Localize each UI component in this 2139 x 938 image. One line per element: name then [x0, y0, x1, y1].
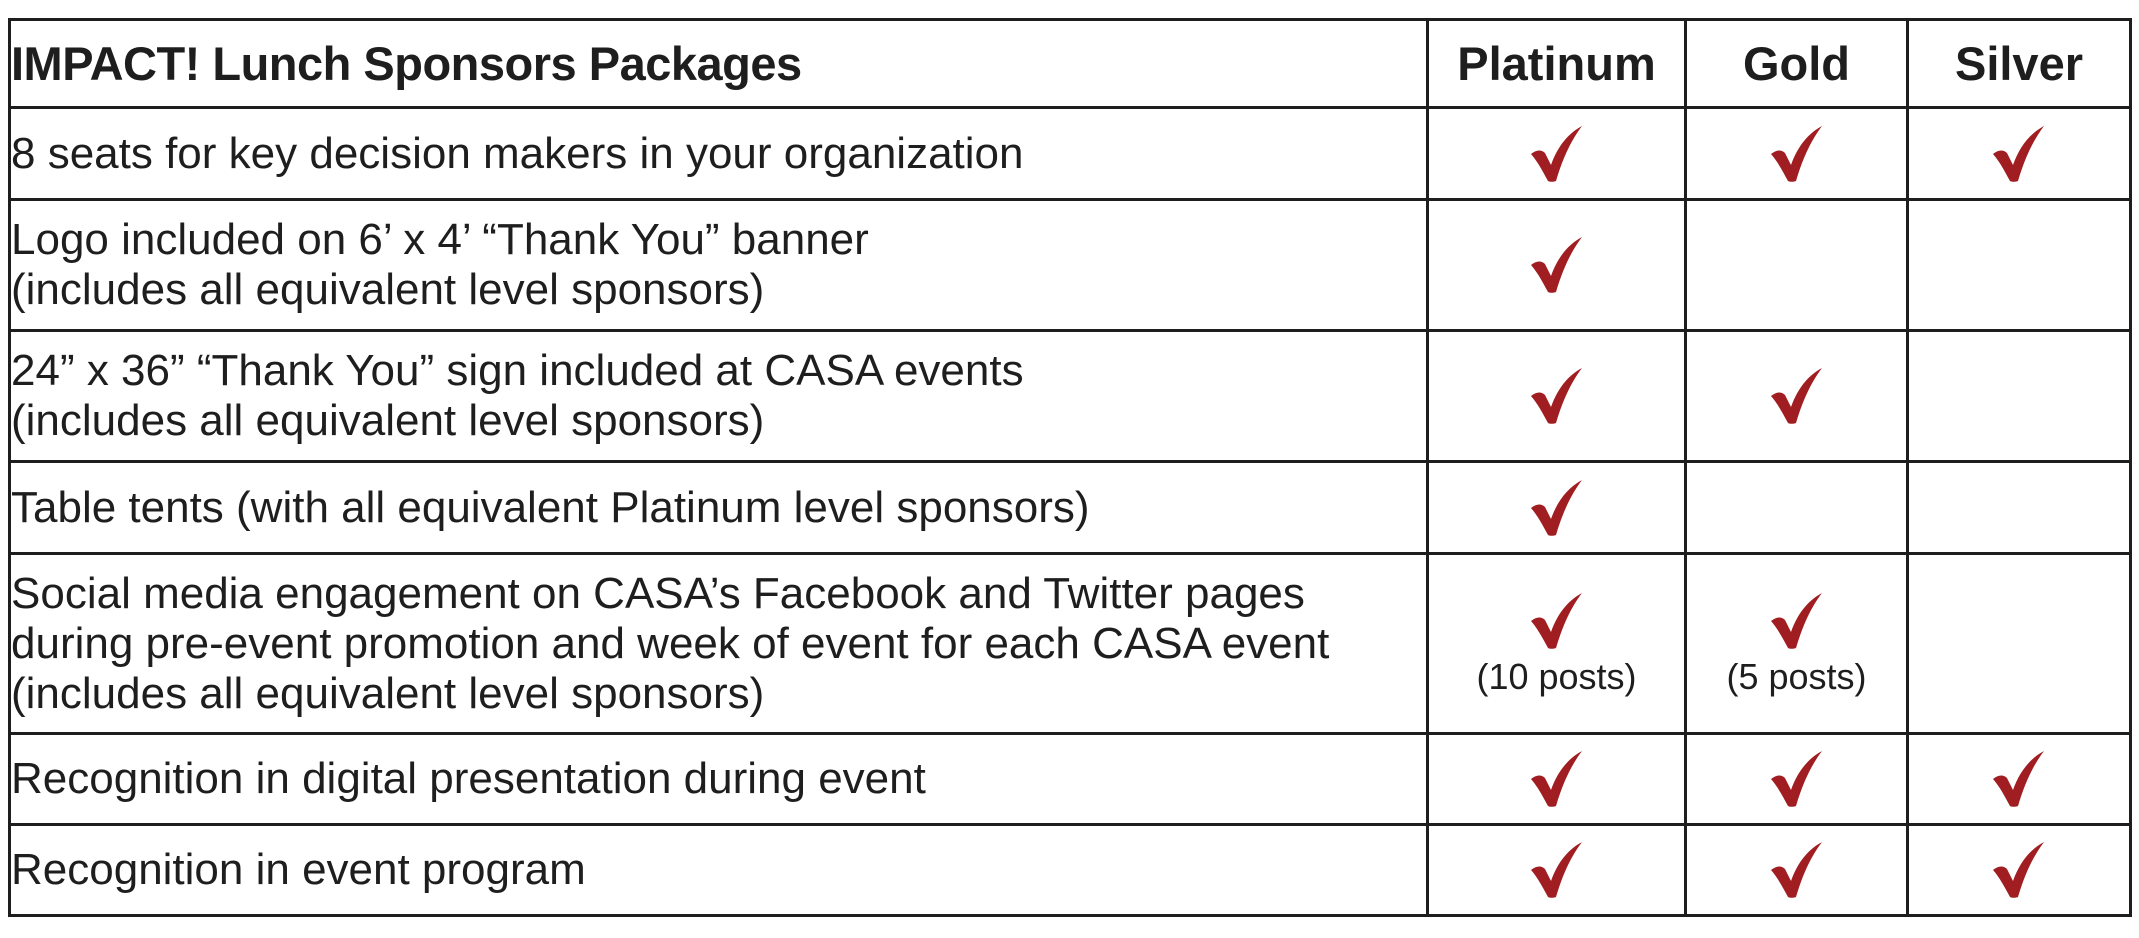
checkmark-icon [1429, 591, 1684, 651]
post-count-note: (10 posts) [1476, 655, 1637, 697]
gold-cell [1686, 462, 1908, 554]
checkmark-icon [1429, 366, 1684, 426]
table-row [10, 734, 2131, 825]
table-title: IMPACT! Lunch Sponsors Packages [10, 20, 1428, 108]
platinum-cell [1428, 734, 1686, 825]
platinum-cell [1428, 462, 1686, 554]
benefit-cell [10, 554, 1428, 734]
gold-cell [1686, 331, 1908, 462]
benefit-text: 8 seats for key decision makers in your organization [11, 128, 1024, 178]
checkmark-icon [1909, 840, 2129, 900]
gold-cell [1686, 734, 1908, 825]
checkmark-icon [1687, 591, 1906, 651]
benefit-cell [10, 462, 1428, 554]
checkmark-icon [1909, 124, 2129, 184]
gold-cell [1686, 554, 1908, 734]
checkmark-icon [1687, 366, 1906, 426]
benefit-text: Table tents (with all equivalent Platinum level sponsors) [11, 482, 1090, 532]
silver-cell [1908, 734, 2131, 825]
checkmark-icon [1429, 478, 1684, 538]
benefit-text: Social media engagement on CASA’s Facebook and Twitter pages [11, 568, 1305, 618]
table-row [10, 825, 2131, 916]
platinum-cell [1428, 554, 1686, 734]
level-header-platinum: Platinum [1428, 20, 1686, 108]
benefit-text: Recognition in digital presentation during event [11, 754, 926, 803]
table-row [10, 331, 2131, 462]
silver-cell [1908, 554, 2131, 734]
level-header-gold: Gold [1686, 20, 1908, 108]
benefit-cell [10, 825, 1428, 916]
checkmark-icon [1687, 124, 1906, 184]
platinum-cell [1428, 825, 1686, 916]
benefit-text: during pre-event promotion and week of event for each CASA event [11, 618, 1330, 668]
checkmark-icon [1687, 840, 1906, 900]
gold-cell [1686, 200, 1908, 331]
benefit-cell [10, 734, 1428, 825]
post-count-note: (5 posts) [1726, 655, 1867, 697]
checkmark-icon [1429, 840, 1684, 900]
benefit-text: (includes all equivalent level sponsors) [11, 668, 765, 718]
checkmark-icon [1909, 749, 2129, 809]
checkmark-icon [1429, 124, 1684, 184]
benefit-cell [10, 331, 1428, 462]
benefit-text: (includes all equivalent level sponsors) [11, 396, 765, 445]
benefit-text: Logo included on 6’ x 4’ “Thank You” banner [11, 215, 869, 264]
table-row [10, 554, 2131, 734]
header-row [10, 20, 2131, 108]
gold-cell [1686, 108, 1908, 200]
platinum-cell [1428, 331, 1686, 462]
gold-cell [1686, 825, 1908, 916]
table-row [10, 462, 2131, 554]
silver-cell [1908, 331, 2131, 462]
sponsor-packages-table [8, 18, 2132, 917]
table-row [10, 200, 2131, 331]
silver-cell [1908, 108, 2131, 200]
silver-cell [1908, 825, 2131, 916]
benefit-cell [10, 200, 1428, 331]
benefit-cell [10, 108, 1428, 200]
checkmark-icon [1687, 749, 1906, 809]
level-header-silver: Silver [1908, 20, 2131, 108]
table-row [10, 108, 2131, 200]
benefit-text: Recognition in event program [11, 845, 586, 894]
benefit-text: 24” x 36” “Thank You” sign included at CASA events [11, 346, 1024, 395]
checkmark-icon [1429, 749, 1684, 809]
benefit-text: (includes all equivalent level sponsors) [11, 265, 765, 314]
platinum-cell [1428, 200, 1686, 331]
silver-cell [1908, 462, 2131, 554]
checkmark-icon [1429, 235, 1684, 295]
platinum-cell [1428, 108, 1686, 200]
silver-cell [1908, 200, 2131, 331]
